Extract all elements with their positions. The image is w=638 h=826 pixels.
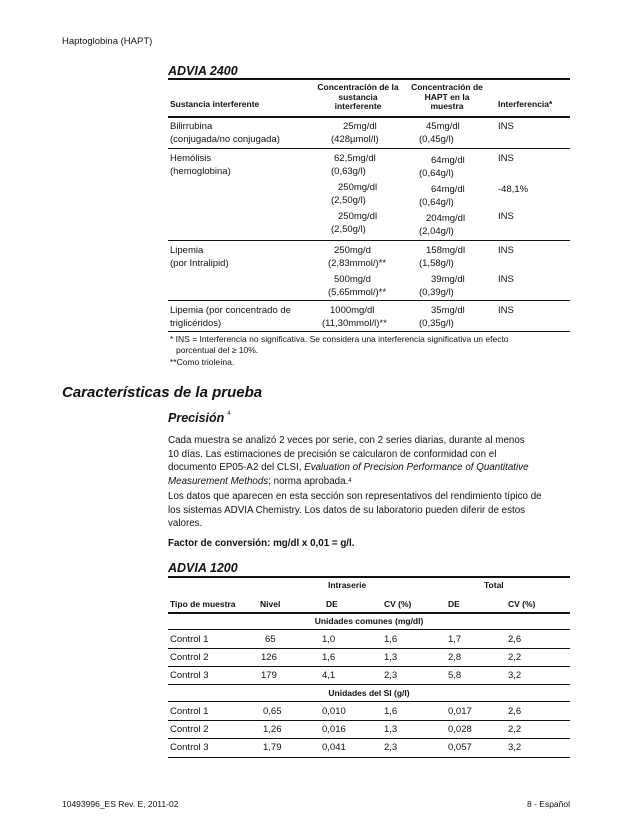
conc-si: (11,30mmol/l)** xyxy=(322,318,387,329)
substance-name: Hemólisis xyxy=(170,153,212,164)
conc-si: (0,63g/l) xyxy=(331,166,366,177)
table-bottom-rule xyxy=(168,757,570,758)
cv-total-value: 2,2 xyxy=(508,724,522,735)
paragraph-text: ; norma aprobada. xyxy=(268,475,349,487)
sd-total-value: 2,8 xyxy=(448,652,462,663)
cv-total-value: 2,6 xyxy=(508,706,522,717)
col-header-hapt xyxy=(408,83,486,112)
paragraph-line: Los datos que aparecen en esta sección son representativos del rendimiento típico de xyxy=(168,491,542,502)
col-header-concentration-l3: interferente xyxy=(334,101,382,111)
paragraph-text: documento EP05-A2 del CLSI, xyxy=(168,462,305,474)
sd-intra-value: 0,010 xyxy=(322,706,346,717)
hapt-value: 64mg/dl xyxy=(431,155,465,166)
sd-total-value: 1,7 xyxy=(448,634,462,645)
cv-total-value: 2,2 xyxy=(508,652,522,663)
hapt-si: (0,39g/l) xyxy=(419,287,454,298)
table-header-rule xyxy=(168,116,570,118)
row-rule xyxy=(168,148,570,149)
cv-total-value: 2,6 xyxy=(508,634,522,645)
cv-intra-value: 1,6 xyxy=(384,634,398,645)
sample-type: Control 3 xyxy=(170,742,209,753)
cv-intra-value: 1,3 xyxy=(384,652,398,663)
col-header-concentration-l1: Concentración de la xyxy=(317,82,399,92)
sample-type: Control 3 xyxy=(170,670,209,681)
section-header-conventional: Unidades comunes (mg/dl) xyxy=(314,616,424,626)
col-header-substance: Sustancia interferente xyxy=(170,99,260,109)
substance-name: Lipemia xyxy=(170,245,204,256)
row-rule xyxy=(168,240,570,241)
interference-value: INS xyxy=(498,211,514,222)
conc-value: 500mg/d xyxy=(334,274,371,285)
col-header-concentration-l2: sustancia xyxy=(338,91,378,102)
reference-superscript: 4 xyxy=(348,477,352,484)
col-header-hapt-l1: Concentración de xyxy=(411,82,483,92)
substance-detail: (por Intralipid) xyxy=(170,258,229,269)
conc-value: 25mg/dl xyxy=(343,121,377,132)
paragraph-line: valores. xyxy=(168,518,203,530)
hapt-value: 39mg/dl xyxy=(431,274,465,285)
level-value: 65 xyxy=(265,634,276,645)
precision-paragraph xyxy=(168,434,573,488)
sd-intra-value: 4,1 xyxy=(322,670,336,681)
precision-title-text: Precisión xyxy=(168,411,225,425)
hapt-value: 64mg/dl xyxy=(431,184,465,195)
col-header-interference: Interferencia* xyxy=(498,99,553,109)
level-value: 179 xyxy=(261,670,277,681)
paragraph-line xyxy=(168,475,573,489)
sd-total-value: 0,017 xyxy=(448,706,472,717)
footnote-ins xyxy=(170,334,509,356)
footnote-triolein: **Como trioleína. xyxy=(170,357,235,367)
section-rule xyxy=(168,629,570,630)
col-header-cv-intra: CV (%) xyxy=(384,599,412,609)
hapt-value: 204mg/dl xyxy=(426,213,466,224)
footer-page-number: 8 - Español xyxy=(527,799,570,809)
level-value: 1,79 xyxy=(263,742,282,753)
conc-value: 250mg/dl xyxy=(338,182,378,193)
conc-value: 62,5mg/dl xyxy=(334,153,376,164)
conc-si: (5,65mmol/)** xyxy=(328,287,387,298)
conc-value: 250mg/d xyxy=(334,245,371,256)
substance-detail: (conjugada/no conjugada) xyxy=(170,134,280,145)
sd-intra-value: 0,041 xyxy=(322,742,346,753)
document-header: Haptoglobina (HAPT) xyxy=(62,36,153,47)
interference-value: INS xyxy=(498,305,514,316)
hapt-si: (0,64g/l) xyxy=(419,168,454,179)
level-value: 126 xyxy=(261,652,277,663)
footnote-ins-line1: * INS = Interferencia no significativa. Se considera una interferencia significativa un efecto xyxy=(170,334,509,344)
section-header-si: Unidades del SI (g/l) xyxy=(328,688,410,698)
row-rule xyxy=(168,738,570,739)
row-rule xyxy=(168,331,570,332)
hapt-value: 35mg/dl xyxy=(431,305,465,316)
paragraph-line: Cada muestra se analizó 2 veces por serie, con 2 series diarias, durante al menos xyxy=(168,435,525,446)
section-rule xyxy=(168,701,570,702)
row-rule xyxy=(168,648,570,649)
hapt-value: 158mg/dl xyxy=(426,245,466,256)
col-header-concentration xyxy=(308,83,408,112)
hapt-value: 45mg/dl xyxy=(426,121,460,132)
sd-total-value: 5,8 xyxy=(448,670,462,681)
interference-value: INS xyxy=(498,121,514,132)
footer-doc-id: 10493996_ES Rev. E, 2011-02 xyxy=(62,799,179,809)
conc-value: 250mg/dl xyxy=(338,211,378,222)
sd-total-value: 0,028 xyxy=(448,724,472,735)
sample-type: Control 1 xyxy=(170,706,209,717)
substance-name: Lipemia (por concentrado de xyxy=(170,305,291,316)
representative-paragraph xyxy=(168,490,573,531)
cv-intra-value: 1,6 xyxy=(384,706,398,717)
table-top-rule xyxy=(168,78,570,80)
conversion-factor: Factor de conversión: mg/dl x 0,01 = g/l. xyxy=(168,538,355,549)
conc-value: 1000mg/dl xyxy=(330,305,375,316)
paragraph-line: 10 días. Las estimaciones de precisión se calcularon de conformidad con el xyxy=(168,448,497,460)
paragraph-line: los sistemas ADVIA Chemistry. Los datos de su laboratorio pueden diferir de estos xyxy=(168,504,526,516)
substance-detail: triglicéridos) xyxy=(170,318,222,329)
precision-reference: 4 xyxy=(227,411,231,417)
hapt-si: (2,04g/l) xyxy=(419,226,454,237)
row-rule xyxy=(168,684,570,685)
conc-si: (2,50g/l) xyxy=(331,224,366,235)
col-header-sd-total: DE xyxy=(448,599,460,609)
cv-total-value: 3,2 xyxy=(508,742,522,753)
substance-detail: (hemoglobina) xyxy=(170,166,231,177)
group-header-intraserie: Intraserie xyxy=(328,580,367,590)
row-rule xyxy=(168,300,570,301)
interference-value: INS xyxy=(498,153,514,164)
sd-total-value: 0,057 xyxy=(448,742,472,753)
cv-total-value: 3,2 xyxy=(508,670,522,681)
sample-type: Control 2 xyxy=(170,652,209,663)
document-title-italic: Evaluation of Precision Performance of Quantitative xyxy=(304,462,529,474)
conc-si: (428µmol/l) xyxy=(331,134,379,145)
section-title-characteristics: Características de la prueba xyxy=(62,384,263,401)
row-rule xyxy=(168,666,570,667)
col-header-hapt-l3: muestra xyxy=(430,101,464,111)
hapt-si: (0,64g/l) xyxy=(419,197,454,208)
interference-table-title: ADVIA 2400 xyxy=(168,64,238,78)
precision-table-title: ADVIA 1200 xyxy=(168,561,238,575)
level-value: 1,26 xyxy=(263,724,282,735)
sd-intra-value: 0,016 xyxy=(322,724,346,735)
interference-value: -48,1% xyxy=(498,184,529,195)
hapt-si: (0,45g/l) xyxy=(419,134,454,145)
paragraph-line xyxy=(168,461,573,475)
hapt-si: (1,58g/l) xyxy=(419,258,454,269)
sample-type: Control 1 xyxy=(170,634,209,645)
interference-value: INS xyxy=(498,245,514,256)
col-header-cv-total: CV (%) xyxy=(508,599,536,609)
hapt-si: (0,35g/l) xyxy=(419,318,454,329)
col-header-level: Nivel xyxy=(260,599,281,609)
substance-name: Bilirrubina xyxy=(170,121,213,132)
sd-intra-value: 1,6 xyxy=(322,652,336,663)
sample-type: Control 2 xyxy=(170,724,209,735)
col-header-sd-intra: DE xyxy=(326,599,338,609)
conc-si: (2,83mmol/)** xyxy=(328,258,387,269)
table-header-rule xyxy=(168,612,570,614)
cv-intra-value: 2,3 xyxy=(384,742,398,753)
interference-value: INS xyxy=(498,274,514,285)
precision-title xyxy=(168,411,231,425)
conc-si: (2,50g/l) xyxy=(331,195,366,206)
document-title-italic: Measurement Methods xyxy=(168,475,269,487)
col-header-sample: Tipo de muestra xyxy=(170,599,236,609)
footnote-ins-line2: porcentual del ≥ 10%. xyxy=(176,345,259,355)
group-header-total: Total xyxy=(484,580,504,590)
col-header-hapt-l2: HAPT en la xyxy=(424,91,470,102)
sd-intra-value: 1,0 xyxy=(322,634,336,645)
row-rule xyxy=(168,720,570,721)
table-top-rule xyxy=(168,576,570,578)
cv-intra-value: 2,3 xyxy=(384,670,398,681)
level-value: 0,65 xyxy=(263,706,282,717)
cv-intra-value: 1,3 xyxy=(384,724,398,735)
